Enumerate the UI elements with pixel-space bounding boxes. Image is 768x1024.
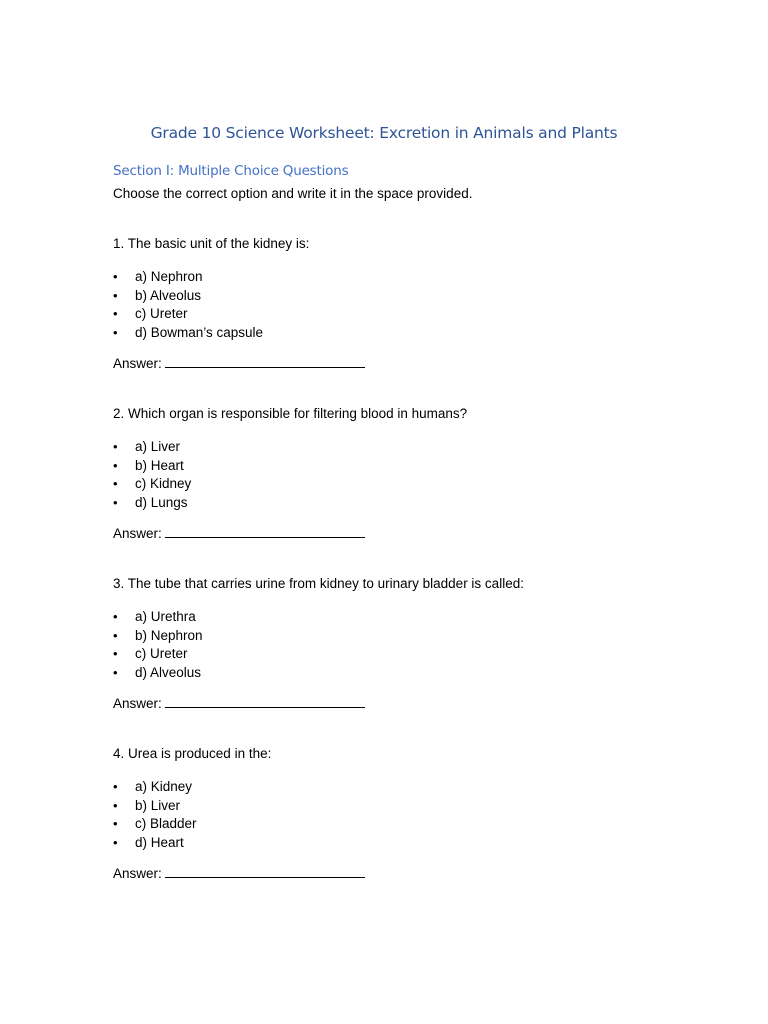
question-text: 2. Which organ is responsible for filtering blood in humans? <box>113 406 468 421</box>
bullet-icon: • <box>113 797 118 813</box>
option-item <box>113 457 673 476</box>
answer-blank-field[interactable] <box>165 524 365 538</box>
option-list <box>113 438 673 512</box>
bullet-icon: • <box>113 816 118 832</box>
option-label: a) Liver <box>135 439 181 454</box>
option-item <box>113 287 673 306</box>
bullet-icon: • <box>113 779 118 794</box>
bullet-icon: • <box>113 457 118 473</box>
option-label: d) Lungs <box>135 494 188 510</box>
option-label: a) Kidney <box>135 779 193 794</box>
option-label: b) Heart <box>135 457 184 473</box>
option-list <box>113 268 673 342</box>
bullet-icon: • <box>113 324 118 340</box>
option-item <box>113 324 673 343</box>
option-label: d) Bowman’s capsule <box>135 324 264 340</box>
option-item <box>113 438 673 457</box>
option-item <box>113 778 673 797</box>
option-label: d) Alveolus <box>135 664 202 680</box>
option-label: a) Nephron <box>135 269 203 284</box>
bullet-icon: • <box>113 646 118 662</box>
bullet-icon: • <box>113 627 118 643</box>
option-label: c) Ureter <box>135 646 188 662</box>
answer-blank-field[interactable] <box>165 864 365 878</box>
option-item <box>113 494 673 513</box>
option-list <box>113 778 673 852</box>
option-label: a) Urethra <box>135 609 196 624</box>
option-item <box>113 645 673 664</box>
question-text: 3. The tube that carries urine from kidney to urinary bladder is called: <box>113 576 524 591</box>
section-heading: Section I: Multiple Choice Questions <box>113 163 349 179</box>
bullet-icon: • <box>113 834 118 850</box>
instructions-text: Choose the correct option and write it in the space provided. <box>113 186 473 201</box>
answer-label: Answer: <box>113 356 162 372</box>
question-block-4 <box>113 746 673 882</box>
option-item <box>113 815 673 834</box>
option-item <box>113 834 673 853</box>
answer-line <box>113 524 673 542</box>
option-label: b) Alveolus <box>135 287 202 303</box>
bullet-icon: • <box>113 306 118 322</box>
question-block-1 <box>113 236 673 372</box>
option-label: d) Heart <box>135 834 184 850</box>
bullet-icon: • <box>113 664 118 680</box>
question-text: 4. Urea is produced in the: <box>113 746 272 761</box>
answer-line <box>113 354 673 372</box>
answer-blank-field[interactable] <box>165 354 365 368</box>
option-list <box>113 608 673 682</box>
option-label: b) Nephron <box>135 627 203 643</box>
option-item <box>113 268 673 287</box>
bullet-icon: • <box>113 476 118 492</box>
document-title: Grade 10 Science Worksheet: Excretion in Animals and Plants <box>150 124 618 142</box>
option-label: c) Bladder <box>135 816 197 832</box>
option-label: c) Kidney <box>135 476 192 492</box>
answer-blank-field[interactable] <box>165 694 365 708</box>
option-item <box>113 608 673 627</box>
bullet-icon: • <box>113 287 118 303</box>
answer-line <box>113 694 673 712</box>
answer-label: Answer: <box>113 526 162 542</box>
option-label: b) Liver <box>135 797 181 813</box>
bullet-icon: • <box>113 609 118 624</box>
bullet-icon: • <box>113 494 118 510</box>
answer-label: Answer: <box>113 696 162 712</box>
option-item <box>113 664 673 683</box>
option-item <box>113 475 673 494</box>
option-item <box>113 305 673 324</box>
bullet-icon: • <box>113 439 118 454</box>
question-text: 1. The basic unit of the kidney is: <box>113 236 310 251</box>
bullet-icon: • <box>113 269 118 284</box>
option-label: c) Ureter <box>135 306 188 322</box>
question-block-2 <box>113 406 673 542</box>
answer-label: Answer: <box>113 866 162 882</box>
question-block-3 <box>113 576 673 712</box>
option-item <box>113 797 673 816</box>
option-item <box>113 627 673 646</box>
answer-line <box>113 864 673 882</box>
